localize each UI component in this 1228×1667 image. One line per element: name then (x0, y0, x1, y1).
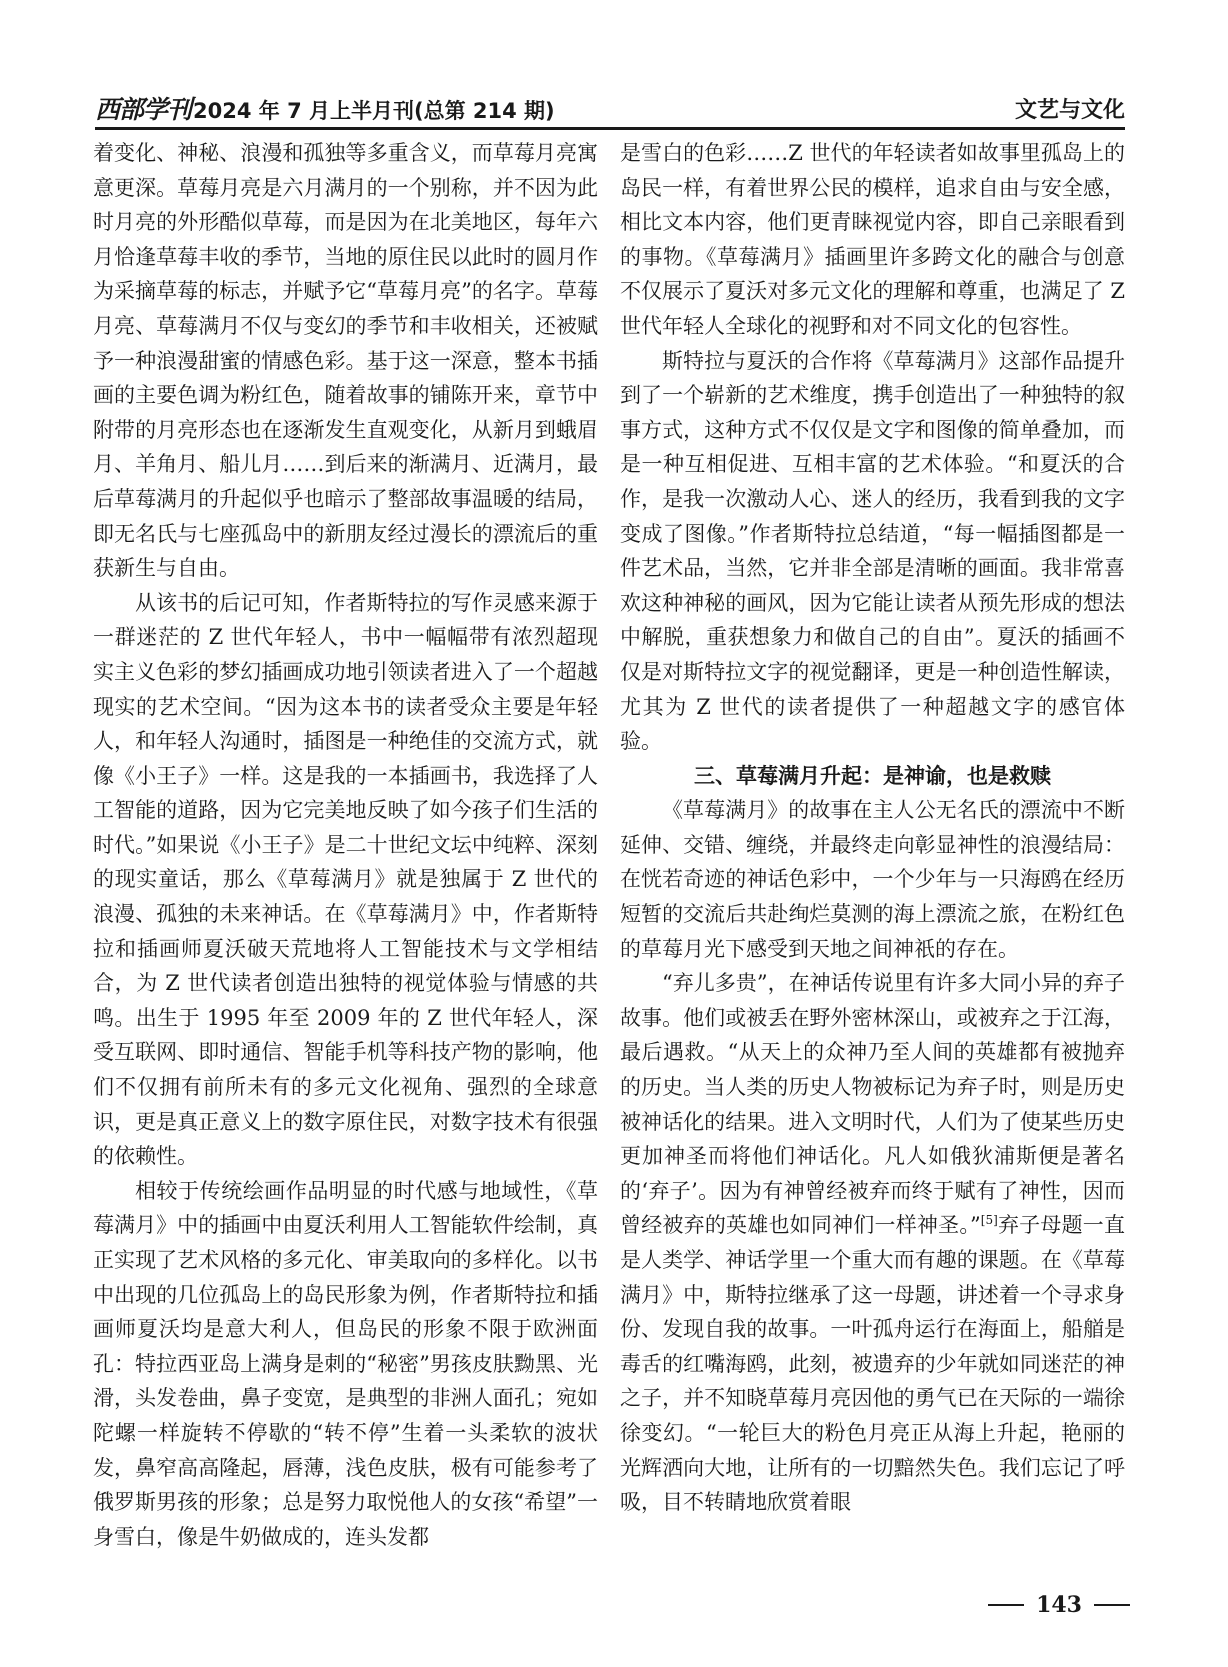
paragraph (620, 966, 1125, 1520)
citation-reference: [5] (980, 1213, 998, 1228)
paragraph: 是雪白的色彩……Z 世代的年轻读者如故事里孤岛上的岛民一样，有着世界公民的模样，追求自由与安全感，相比文本内容，他们更青睐视觉内容，即自己亲眼看到的事物。《草莓满月》插画里许多跨文化的融合与创意不仅展示了夏沃对多元文化的理解和尊重，也满足了 Z 世代年轻人全球化的视野和对不同文化的包容性。 (620, 141, 1125, 338)
header-rule (95, 127, 1125, 130)
footer-dash (988, 1604, 1024, 1606)
paragraph: 相较于传统绘画作品明显的时代感与地域性，《草莓满月》中的插画中由夏沃利用人工智能软件绘制，真正实现了艺术风格的多元化、审美取向的多样化。以书中出现的几位孤岛上的岛民形象为例，作者斯特拉和插画师夏沃均是意大利人，但岛民的形象不限于欧洲面孔：特拉西亚岛上满身是刺的“秘密”男孩皮肤黝黑、光滑，头发卷曲，鼻子变宽，是典型的非洲人面孔；宛如陀螺一样旋转不停歇的“转不停”生着一头柔软的波状发，鼻窄高高隆起，唇薄，浅色皮肤，极有可能参考了俄罗斯男孩的形象；总是努力取悦他人的女孩“希望”一身雪白，像是牛奶做成的，连头发都 (93, 1178, 598, 1549)
paragraph-text: 弃子母题一直是人类学、神话学里一个重大而有趣的课题。在《草莓满月》中，斯特拉继承了这一母题，讲述着一个寻求身份、发现自我的故事。一叶孤舟运行在海面上，船艏是毒舌的红嘴海鸥，此刻，被遗弃的少年就如同迷茫的神之子，并不知晓草莓月亮因他的勇气已在天际的一端徐徐变幻。“一轮巨大的粉色月亮正从海上升起，艳丽的光辉洒向大地，让所有的一切黯然失色。我们忘记了呼吸，目不转睛地欣赏着眼 (620, 1213, 1125, 1515)
page-footer (930, 1590, 1130, 1620)
journal-info (95, 97, 555, 122)
section-heading: 三、草莓满月升起：是神谕，也是救赎 (694, 763, 1051, 788)
paragraph: 斯特拉与夏沃的合作将《草莓满月》这部作品提升到了一个崭新的艺术维度，携手创造出了一种独特的叙事方式，这种方式不仅仅是文字和图像的简单叠加，而是一种互相促进、互相丰富的艺术体验。“和夏沃的合作，是我一次激动人心、迷人的经历，我看到我的文字变成了图像。”作者斯特拉总结道，“每一幅插图都是一件艺术品，当然，它并非全部是清晰的画面。我非常喜欢这种神秘的画风，因为它能让读者从预先形成的想法中解脱，重获想象力和做自己的自由”。夏沃的插画不仅是对斯特拉文字的视觉翻译，更是一种创造性解读，尤其为 Z 世代的读者提供了一种超越文字的感官体验。 (620, 348, 1125, 754)
section-name: 文艺与文化 (1014, 98, 1125, 123)
paragraph-text: “弃儿多贵”，在神话传说里有许多大同小异的弃子故事。他们或被丢在野外密林深山，或被弃之于江海，最后遇救。“从天上的众神乃至人间的英雄都有被抛弃的历史。当人类的历史人物被标记为弃子时，则是历史被神话化的结果。进入文明时代，人们为了使某些历史更加神圣而将他们神话化。凡人如俄狄浦斯便是著名的‘弃子’。因为有神曾经被弃而终于赋有了神性，因而曾经被弃的英雄也如同神们一样神圣。” (620, 971, 1125, 1238)
issue-label: 2024 年 7 月上半月刊(总第 214 期) (193, 99, 555, 123)
paragraph: 从该书的后记可知，作者斯特拉的写作灵感来源于一群迷茫的 Z 世代年轻人，书中一幅幅带有浓烈超现实主义色彩的梦幻插画成功地引领读者进入了一个超越现实的艺术空间。“因为这本书的读者受众主要是年轻人，和年轻人沟通时，插图是一种绝佳的交流方式，就像《小王子》一样。这是我的一本插画书，我选择了人工智能的道路，因为它完美地反映了如今孩子们生活的时代。”如果说《小王子》是二十世纪文坛中纯粹、深刻的现实童话，那么《草莓满月》就是独属于 Z 世代的浪漫、孤独的未来神话。在《草莓满月》中，作者斯特拉和插画师夏沃破天荒地将人工智能技术与文学相结合，为 Z 世代读者创造出独特的视觉体验与情感的共鸣。出生于 1995 年至 2009 年的 Z 世代年轻人，深受互联网、即时通信、智能手机等科技产物的影响，他们不仅拥有前所未有的多元文化视角、强烈的全球意识，更是真正意义上的数字原住民，对数字技术有很强的依赖性。 (93, 590, 598, 1169)
page-number: 143 (1036, 1592, 1082, 1618)
right-column (620, 136, 1125, 1574)
left-column (93, 136, 598, 1574)
journal-logo: 西部学刊 (95, 95, 192, 124)
paragraph: 《草莓满月》的故事在主人公无名氏的漂流中不断延伸、交错、缠绕，并最终走向彰显神性的浪漫结局：在恍若奇迹的神话色彩中，一个少年与一只海鸥在经历短暂的交流后共赴绚烂莫测的海上漂流之旅，在粉红色的草莓月光下感受到天地之间神祇的存在。 (620, 798, 1125, 961)
footer-dash (1094, 1604, 1130, 1606)
paragraph: 着变化、神秘、浪漫和孤独等多重含义，而草莓月亮寓意更深。草莓月亮是六月满月的一个别称，并不因为此时月亮的外形酷似草莓，而是因为在北美地区，每年六月恰逢草莓丰收的季节，当地的原住民以此时的圆月作为采摘草莓的标志，并赋予它“草莓月亮”的名字。草莓月亮、草莓满月不仅与变幻的季节和丰收相关，还被赋予一种浪漫甜蜜的情感色彩。基于这一深意，整本书插画的主要色调为粉红色，随着故事的铺陈开来，章节中附带的月亮形态也在逐渐发生直观变化，从新月到蛾眉月、羊角月、船儿月……到后来的渐满月、近满月，最后草莓满月的升起似乎也暗示了整部故事温暖的结局，即无名氏与七座孤岛中的新朋友经过漫长的漂流后的重获新生与自由。 (93, 141, 598, 581)
running-header (95, 82, 1125, 122)
